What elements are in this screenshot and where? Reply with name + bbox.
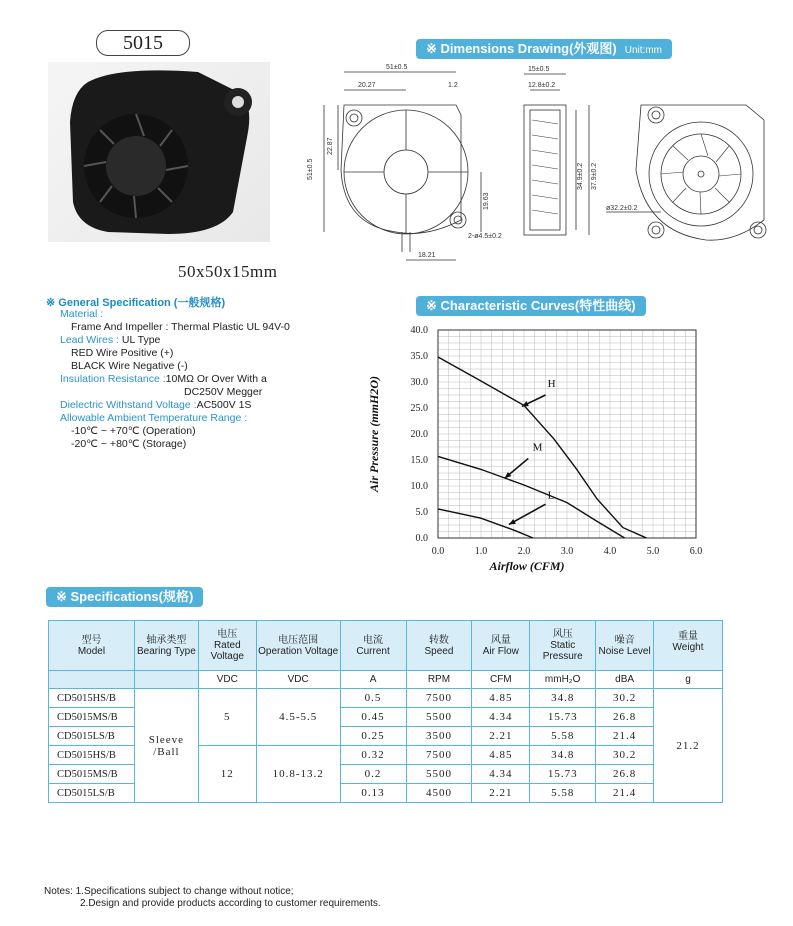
note-1: Notes: 1.Specifications subject to change without notice;	[44, 886, 294, 897]
characteristic-chart	[360, 322, 720, 580]
y-tick-label: 5.0	[415, 507, 428, 518]
cell-speed: 3500	[406, 727, 472, 746]
insulation-value: 10MΩ Or Over With a	[165, 373, 267, 385]
lead-label: Lead Wires :	[60, 334, 119, 346]
col-header-cn: 电压范围	[278, 634, 319, 646]
col-unit: A	[340, 671, 406, 689]
col-header	[530, 621, 596, 671]
black-wire: BLACK Wire Negative (-)	[71, 360, 188, 372]
col-header	[406, 621, 472, 671]
col-unit: VDC	[198, 671, 256, 689]
cell-pressure: 15.73	[530, 765, 596, 784]
cell-noise: 30.2	[596, 746, 654, 765]
col-header-cn: 电压	[217, 629, 238, 640]
dim-w51: 51±0.5	[386, 64, 408, 71]
y-tick-label: 15.0	[410, 455, 428, 466]
col-header-cn: 电流	[363, 634, 384, 646]
cell-model: CD5015MS/B	[49, 765, 135, 784]
lead-value: UL Type	[121, 334, 161, 346]
x-tick-label: 4.0	[603, 546, 617, 557]
col-unit: dBA	[596, 671, 654, 689]
cell-model: CD5015LS/B	[49, 784, 135, 803]
cell-pressure: 34.8	[530, 746, 596, 765]
cell-speed: 4500	[406, 784, 472, 803]
col-header	[49, 621, 135, 671]
col-header-en: Speed	[424, 645, 454, 657]
dim-d15: 15±0.5	[528, 66, 550, 73]
y-tick-label: 30.0	[410, 377, 428, 388]
cell-flow: 2.21	[472, 727, 530, 746]
dim-w1821: 18.21	[418, 252, 436, 259]
col-unit: VDC	[256, 671, 340, 689]
y-tick-label: 35.0	[410, 351, 428, 362]
dielectric-value: AC500V 1S	[196, 399, 252, 411]
insulation-value-2: DC250V Megger	[184, 386, 263, 398]
cell-flow: 4.85	[472, 689, 530, 708]
x-tick-label: 1.0	[474, 546, 488, 557]
cell-operation-voltage: 4.5-5.5	[256, 689, 340, 746]
series-line-L	[438, 509, 533, 538]
temp-operation: -10℃ ~ +70℃ (Operation)	[71, 425, 196, 437]
col-unit: g	[654, 671, 723, 689]
ambient-label: Allowable Ambient Temperature Range :	[60, 412, 248, 424]
series-label-L: L	[547, 489, 555, 502]
cell-flow: 2.21	[472, 784, 530, 803]
dimensions-unit: Unit:mm	[624, 45, 662, 56]
col-header-en: Air Flow	[482, 645, 519, 657]
cell-rated-voltage: 12	[198, 746, 256, 803]
dimension-drawing	[296, 60, 786, 270]
cell-noise: 26.8	[596, 708, 654, 727]
col-unit: mmH₂O	[530, 671, 596, 689]
bearing-line: Sleeve	[148, 733, 185, 746]
curves-banner: ※ Characteristic Curves(特性曲线)	[416, 296, 646, 316]
dim-d128: 12.8±0.2	[528, 82, 556, 89]
insulation-label: Insulation Resistance :	[60, 373, 166, 385]
material-label: Material :	[60, 308, 104, 320]
note-2: 2.Design and provide products according to customer requirements.	[80, 898, 381, 909]
col-header	[472, 621, 530, 671]
x-tick-label: 2.0	[517, 546, 531, 557]
col-header	[596, 621, 654, 671]
x-axis-label: Airflow (CFM)	[489, 559, 565, 573]
cell-current: 0.13	[340, 784, 406, 803]
cell-model: CD5015LS/B	[49, 727, 135, 746]
cell-weight: 21.2	[654, 689, 723, 803]
x-tick-label: 6.0	[689, 546, 703, 557]
cell-pressure: 34.8	[530, 689, 596, 708]
col-header-en: Rated Voltage	[210, 640, 244, 662]
col-header	[256, 621, 340, 671]
dim-h379: 37.9±0.2	[591, 162, 598, 190]
y-tick-label: 40.0	[410, 325, 428, 336]
x-tick-label: 5.0	[646, 546, 660, 557]
cell-speed: 7500	[406, 689, 472, 708]
cell-speed: 5500	[406, 708, 472, 727]
col-header	[134, 621, 198, 671]
col-header	[340, 621, 406, 671]
col-header-en: Model	[77, 645, 106, 657]
notes	[44, 886, 381, 910]
cell-model: CD5015MS/B	[49, 708, 135, 727]
col-unit: RPM	[406, 671, 472, 689]
general-spec-body	[60, 308, 290, 451]
cell-current: 0.5	[340, 689, 406, 708]
cell-speed: 7500	[406, 746, 472, 765]
cell-noise: 21.4	[596, 727, 654, 746]
x-tick-label: 0.0	[431, 546, 445, 557]
size-label: 50x50x15mm	[178, 262, 278, 281]
general-spec-title: ※ General Specification (一般规格)	[46, 297, 226, 309]
fan-photo	[48, 62, 270, 242]
cell-noise: 21.4	[596, 784, 654, 803]
dim-holes: 2-ø4.5±0.2	[468, 233, 502, 240]
cell-operation-voltage: 10.8-13.2	[256, 746, 340, 803]
col-header-cn: 轴承类型	[146, 634, 187, 646]
col-header-en: Current	[356, 645, 390, 657]
col-unit	[134, 671, 198, 689]
col-unit: CFM	[472, 671, 530, 689]
col-header-en: Noise Level	[598, 645, 651, 657]
col-header-en: Static Pressure	[542, 640, 583, 662]
cell-flow: 4.34	[472, 765, 530, 784]
col-header-en: Operation Voltage	[258, 645, 339, 657]
table-row	[49, 689, 723, 708]
dim-h349: 34.9±0.2	[577, 162, 584, 190]
col-header-cn: 转数	[428, 634, 449, 646]
cell-pressure: 15.73	[530, 708, 596, 727]
cell-rated-voltage: 5	[198, 689, 256, 746]
spec-table	[48, 620, 723, 803]
cell-noise: 30.2	[596, 689, 654, 708]
col-header	[654, 621, 723, 671]
specs-banner: ※ Specifications(规格)	[46, 587, 203, 607]
cell-current: 0.2	[340, 765, 406, 784]
cell-noise: 26.8	[596, 765, 654, 784]
dim-w2027: 20.27	[358, 82, 376, 89]
y-tick-label: 0.0	[415, 533, 428, 544]
col-header-cn: 型号	[81, 634, 102, 646]
col-header-en: Weight	[672, 642, 704, 653]
y-tick-label: 10.0	[410, 481, 428, 492]
model-label: 5015	[96, 30, 190, 56]
col-header-cn: 噪音	[614, 634, 635, 646]
x-tick-label: 3.0	[560, 546, 574, 557]
dim-w12: 1.2	[448, 82, 458, 89]
temp-storage: -20℃ ~ +80℃ (Storage)	[71, 438, 187, 450]
bearing-line: /Ball	[153, 745, 180, 758]
dim-h51: 51±0.5	[307, 158, 314, 180]
cell-flow: 4.85	[472, 746, 530, 765]
cell-current: 0.25	[340, 727, 406, 746]
cell-speed: 5500	[406, 765, 472, 784]
cell-pressure: 5.58	[530, 784, 596, 803]
cell-current: 0.32	[340, 746, 406, 765]
cell-bearing	[134, 689, 198, 803]
dimensions-banner	[416, 39, 672, 59]
cell-pressure: 5.58	[530, 727, 596, 746]
col-header-cn: 重量	[678, 631, 699, 642]
dim-diameter: ø32.2±0.2	[606, 205, 638, 212]
dim-h1963: 19.63	[483, 192, 490, 210]
material-value: Frame And Impeller : Thermal Plastic UL 94V-0	[71, 321, 290, 333]
cell-model: CD5015HS/B	[49, 689, 135, 708]
y-tick-label: 20.0	[410, 429, 428, 440]
dim-h2287: 22.87	[327, 137, 334, 155]
series-label-M: M	[532, 441, 543, 454]
col-header	[198, 621, 256, 671]
cell-flow: 4.34	[472, 708, 530, 727]
cell-current: 0.45	[340, 708, 406, 727]
col-header-cn: 风压	[552, 629, 573, 640]
series-label-H: H	[547, 378, 556, 391]
dielectric-label: Dielectric Withstand Voltage :	[60, 399, 197, 411]
red-wire: RED Wire Positive (+)	[71, 347, 174, 359]
col-unit	[49, 671, 135, 689]
y-tick-label: 25.0	[410, 403, 428, 414]
y-axis-label: Air Pressure (mmH2O)	[367, 375, 381, 493]
cell-model: CD5015HS/B	[49, 746, 135, 765]
col-header-cn: 风量	[490, 634, 511, 646]
col-header-en: Bearing Type	[137, 645, 196, 657]
dimensions-title: ※ Dimensions Drawing(外观图)	[426, 41, 617, 56]
